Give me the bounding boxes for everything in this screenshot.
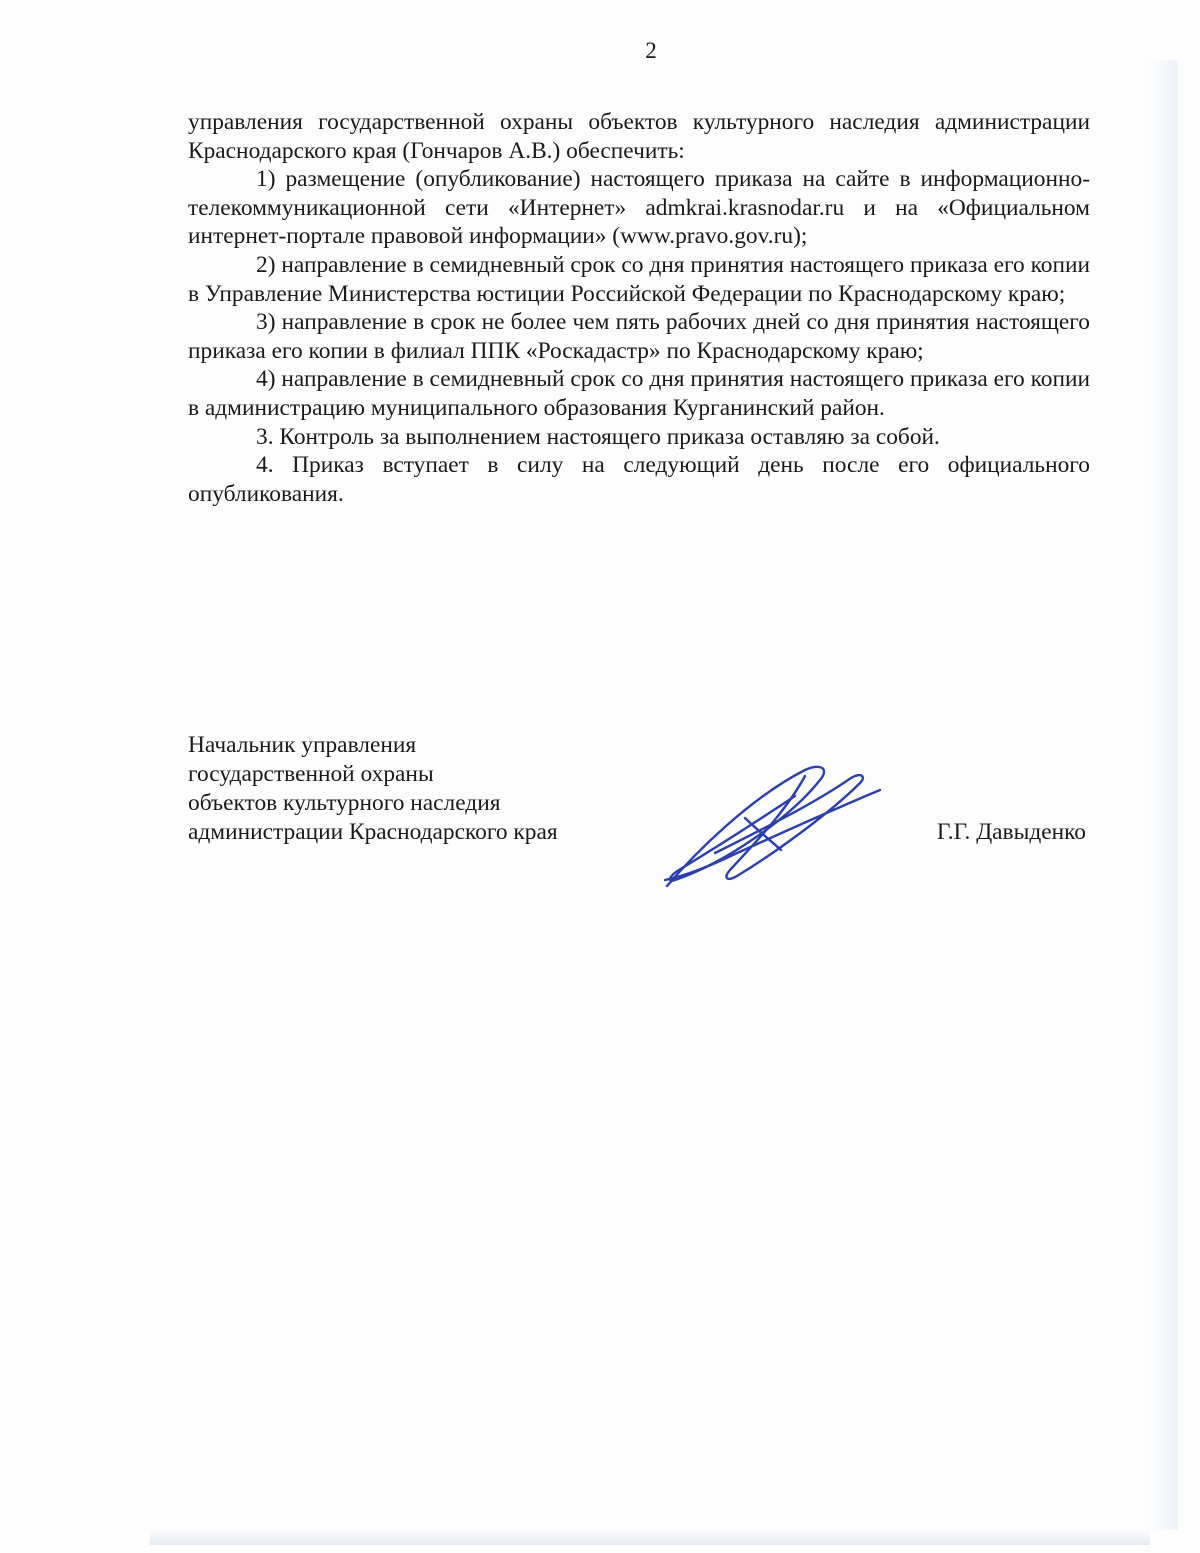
signatory-name: Г.Г. Давыденко <box>936 819 1086 845</box>
paragraph-continuation: управления государственной охраны объектов культурного наследия администрации Краснодарского края (Гончаров А.В.) обеспечить: <box>188 109 1090 164</box>
paragraph-clause-4: 4. Приказ вступает в силу на следующий день после его официального опубликования. <box>188 452 1090 507</box>
signatory-title-line: администрации Краснодарского края <box>188 819 558 845</box>
scan-bottom-shadow <box>150 1529 1150 1545</box>
paragraph-item-4: 4) направление в семидневный срок со дня принятия настоящего приказа его копии в администрацию муниципального образования Курганинский район. <box>188 366 1090 421</box>
page-number: 2 <box>645 38 657 63</box>
signatory-title-line: объектов культурного наследия <box>188 790 501 816</box>
paragraph-item-1: 1) размещение (опубликование) настоящего приказа на сайте в информационно-телекоммуникационной сети «Интернет» admkrai.krasnodar.ru и на «Официальном интернет-портале правовой информации» (www.pravo.gov.ru); <box>188 166 1090 250</box>
scan-edge-shadow <box>1148 60 1178 1530</box>
paragraph-item-3: 3) направление в срок не более чем пять рабочих дней со дня принятия настоящего приказа его копии в филиал ППК «Роскадастр» по Краснодарскому краю; <box>188 309 1090 364</box>
paragraph-item-2: 2) направление в семидневный срок со дня принятия настоящего приказа его копии в Управление Министерства юстиции Российской Федерации по Краснодарскому краю; <box>188 251 1090 307</box>
signatory-title-line: Начальник управления <box>188 732 417 758</box>
signature-block <box>188 731 1090 847</box>
signatory-title-line: государственной охраны <box>188 761 434 787</box>
paragraph-clause-3: 3. Контроль за выполнением настоящего приказа оставляю за собой. <box>256 423 940 450</box>
document-body <box>188 108 1090 508</box>
handwritten-signature <box>655 758 890 893</box>
